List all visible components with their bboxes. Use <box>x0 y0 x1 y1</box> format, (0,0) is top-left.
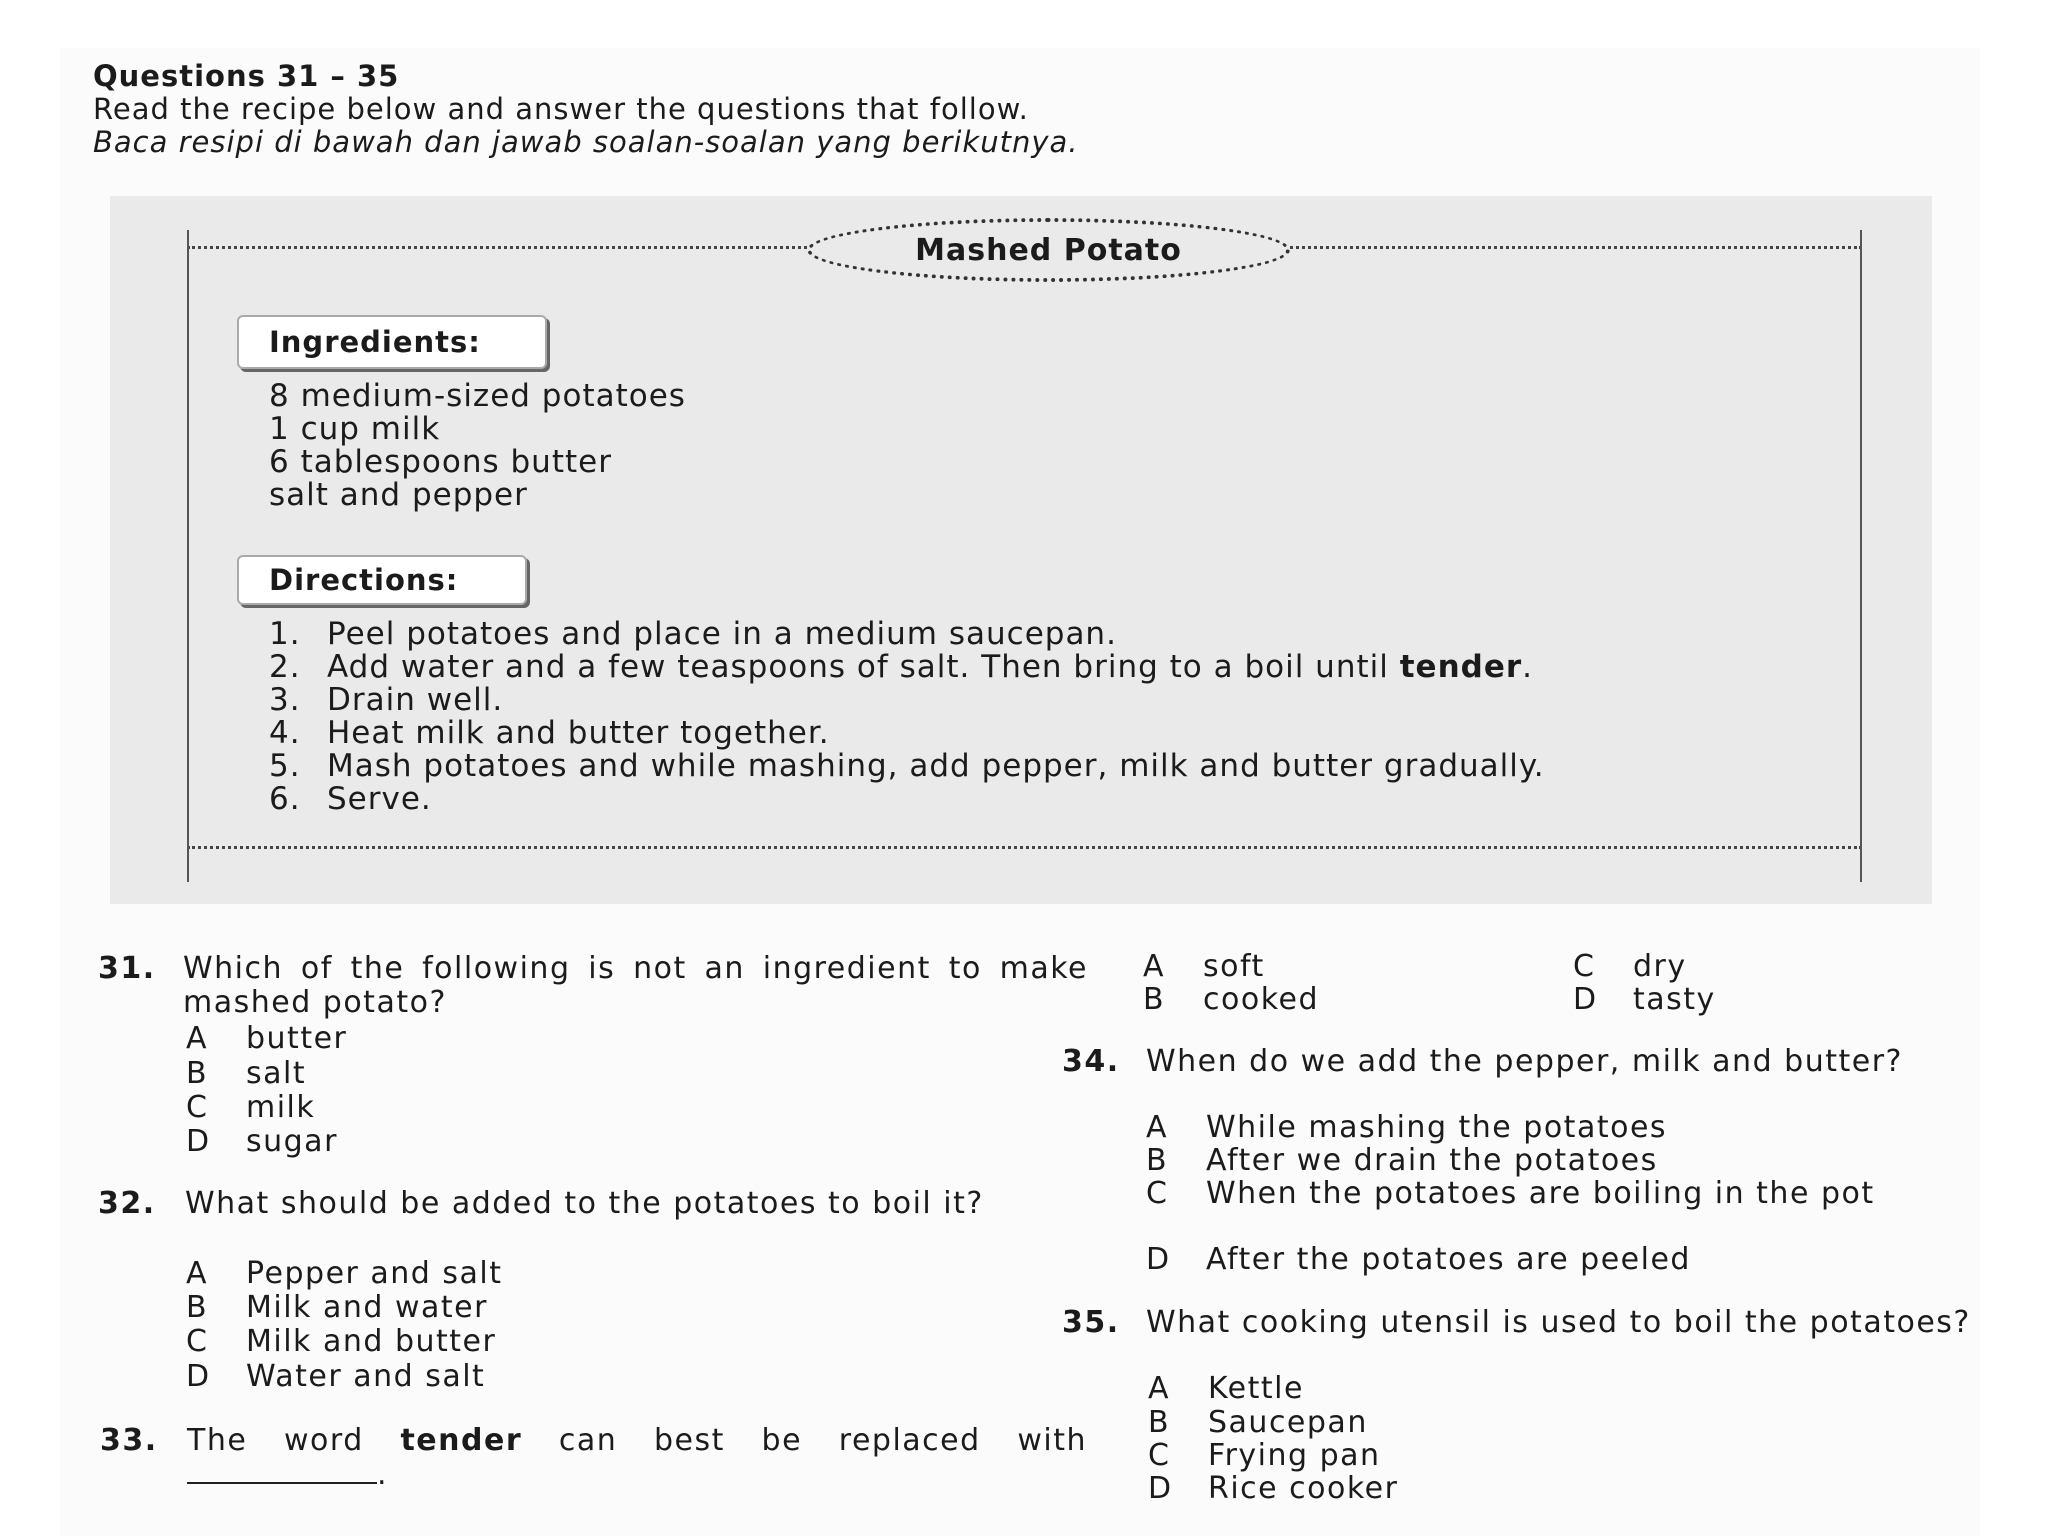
option-letter: C <box>1573 949 1596 984</box>
step-number: 4. <box>269 715 301 751</box>
option-a[interactable] <box>1146 1111 1667 1145</box>
option-text: Rice cooker <box>1208 1471 1399 1506</box>
option-c[interactable] <box>186 1091 315 1125</box>
option-letter: D <box>1573 982 1598 1017</box>
option-text: Water and salt <box>246 1359 486 1394</box>
option-d[interactable] <box>1146 1243 1691 1277</box>
direction-step <box>269 750 1545 783</box>
option-letter: C <box>1148 1438 1171 1473</box>
option-letter: A <box>186 1256 209 1291</box>
option-text: While mashing the potatoes <box>1206 1110 1668 1145</box>
option-letter: B <box>1148 1405 1171 1440</box>
question-text-end: can best be replaced with <box>522 1423 1088 1458</box>
option-text: When the potatoes are boiling in the pot <box>1206 1176 1875 1211</box>
option-b[interactable] <box>186 1057 306 1091</box>
question-34 <box>1062 1045 1962 1275</box>
option-text: Frying pan <box>1208 1438 1381 1473</box>
question-number: 35. <box>1062 1305 1120 1340</box>
option-text: soft <box>1203 949 1265 984</box>
ingredient-item: 8 medium-sized potatoes <box>269 378 686 414</box>
step-number: 2. <box>269 649 301 685</box>
question-number: 34. <box>1062 1044 1120 1079</box>
direction-step <box>269 684 1545 717</box>
option-c[interactable] <box>186 1325 496 1359</box>
question-text-start: The word <box>187 1423 401 1458</box>
option-letter: A <box>1146 1110 1169 1145</box>
question-text <box>187 1424 1087 1492</box>
option-letter: C <box>186 1324 209 1359</box>
question-number: 31. <box>98 951 156 986</box>
option-text: dry <box>1633 949 1687 984</box>
option-d[interactable] <box>1573 983 1716 1017</box>
option-text: Saucepan <box>1208 1405 1368 1440</box>
option-letter: B <box>186 1290 209 1325</box>
step-number: 3. <box>269 682 301 718</box>
emphasized-word: tender <box>1399 649 1523 685</box>
option-letter: C <box>186 1090 209 1125</box>
option-letter: A <box>1143 949 1166 984</box>
question-32 <box>98 1187 998 1407</box>
option-d[interactable] <box>186 1360 485 1394</box>
instruction-malay: Baca resipi di bawah dan jawab soalan-soalan yang berikutnya. <box>93 125 1079 159</box>
answer-blank <box>187 1458 377 1484</box>
step-number: 5. <box>269 748 301 784</box>
ingredient-item: 1 cup milk <box>269 411 441 447</box>
option-a[interactable] <box>1143 950 1265 984</box>
question-text: When do we add the pepper, milk and butter? <box>1146 1044 1903 1079</box>
option-letter: A <box>186 1021 209 1056</box>
instruction-english: Read the recipe below and answer the questions that follow. <box>93 92 1029 126</box>
option-c[interactable] <box>1148 1439 1381 1473</box>
direction-step <box>269 783 1545 816</box>
section-header <box>93 60 1078 159</box>
direction-step <box>269 717 1545 750</box>
option-letter: D <box>186 1359 211 1394</box>
option-text: Milk and water <box>246 1290 488 1325</box>
step-number: 1. <box>269 616 301 652</box>
dotted-rule-bottom <box>187 846 1862 849</box>
step-number: 6. <box>269 781 301 817</box>
option-letter: D <box>1148 1471 1173 1506</box>
option-letter: C <box>1146 1176 1169 1211</box>
step-text: Heat milk and butter together. <box>327 715 830 751</box>
step-text: Serve. <box>327 781 432 817</box>
step-text: Mash potatoes and while mashing, add pepper, milk and butter gradually. <box>327 748 1545 784</box>
option-text: Milk and butter <box>246 1324 497 1359</box>
question-range-heading: Questions 31 – 35 <box>93 59 400 93</box>
recipe-title: Mashed Potato <box>807 218 1290 282</box>
step-text: Add water and a few teaspoons of salt. Then bring to a boil until <box>327 649 1400 685</box>
option-text: cooked <box>1203 982 1320 1017</box>
ingredient-list <box>269 380 686 512</box>
option-b[interactable] <box>1148 1406 1368 1440</box>
option-a[interactable] <box>186 1257 502 1291</box>
option-b[interactable] <box>1143 983 1319 1017</box>
question-text: What should be added to the potatoes to boil it? <box>185 1186 984 1221</box>
option-text: butter <box>246 1021 348 1056</box>
option-text: Pepper and salt <box>246 1256 503 1291</box>
directions-list <box>269 618 1545 816</box>
ingredient-item: 6 tablespoons butter <box>269 444 612 480</box>
option-b[interactable] <box>1146 1144 1658 1178</box>
option-b[interactable] <box>186 1291 488 1325</box>
option-letter: B <box>1143 982 1166 1017</box>
ingredient-item: salt and pepper <box>269 477 528 513</box>
option-text: salt <box>246 1056 307 1091</box>
question-text: What cooking utensil is used to boil the potatoes? <box>1146 1305 1971 1340</box>
emphasized-word: tender <box>400 1423 523 1458</box>
recipe-card <box>187 230 1862 882</box>
option-text: Kettle <box>1208 1371 1304 1406</box>
option-letter: A <box>1148 1371 1171 1406</box>
recipe-border-right <box>1860 230 1862 882</box>
question-35 <box>1062 1305 1971 1506</box>
question-number: 33. <box>100 1423 158 1458</box>
option-text: After we drain the potatoes <box>1206 1143 1658 1178</box>
question-33 <box>100 1423 1088 1504</box>
option-text: milk <box>246 1090 316 1125</box>
question-33-options <box>1143 950 1943 1020</box>
directions-label: Directions: <box>237 555 527 605</box>
question-end-mark: . <box>377 1457 389 1492</box>
step-text: Peel potatoes and place in a medium saucepan. <box>327 616 1117 652</box>
recipe-border-left <box>187 230 189 882</box>
step-text-end: . <box>1522 649 1533 685</box>
option-a[interactable] <box>1148 1372 1304 1406</box>
option-letter: B <box>186 1056 209 1091</box>
option-d[interactable] <box>186 1125 338 1159</box>
question-text: Which of the following is not an ingredient to make mashed potato? <box>183 951 1088 1020</box>
direction-step <box>269 618 1545 651</box>
option-text: sugar <box>246 1124 338 1159</box>
option-d[interactable] <box>1148 1472 1398 1506</box>
step-text: Drain well. <box>327 682 504 718</box>
option-letter: D <box>1146 1242 1171 1277</box>
direction-step <box>269 651 1545 684</box>
question-31 <box>98 951 1088 1172</box>
option-c[interactable] <box>1146 1177 1946 1211</box>
ingredients-label: Ingredients: <box>237 315 547 369</box>
option-a[interactable] <box>186 1022 347 1056</box>
option-c[interactable] <box>1573 950 1687 984</box>
option-letter: D <box>186 1124 211 1159</box>
option-text: tasty <box>1633 982 1716 1017</box>
option-letter: B <box>1146 1143 1169 1178</box>
option-text: After the potatoes are peeled <box>1206 1242 1691 1277</box>
question-number: 32. <box>98 1186 156 1221</box>
